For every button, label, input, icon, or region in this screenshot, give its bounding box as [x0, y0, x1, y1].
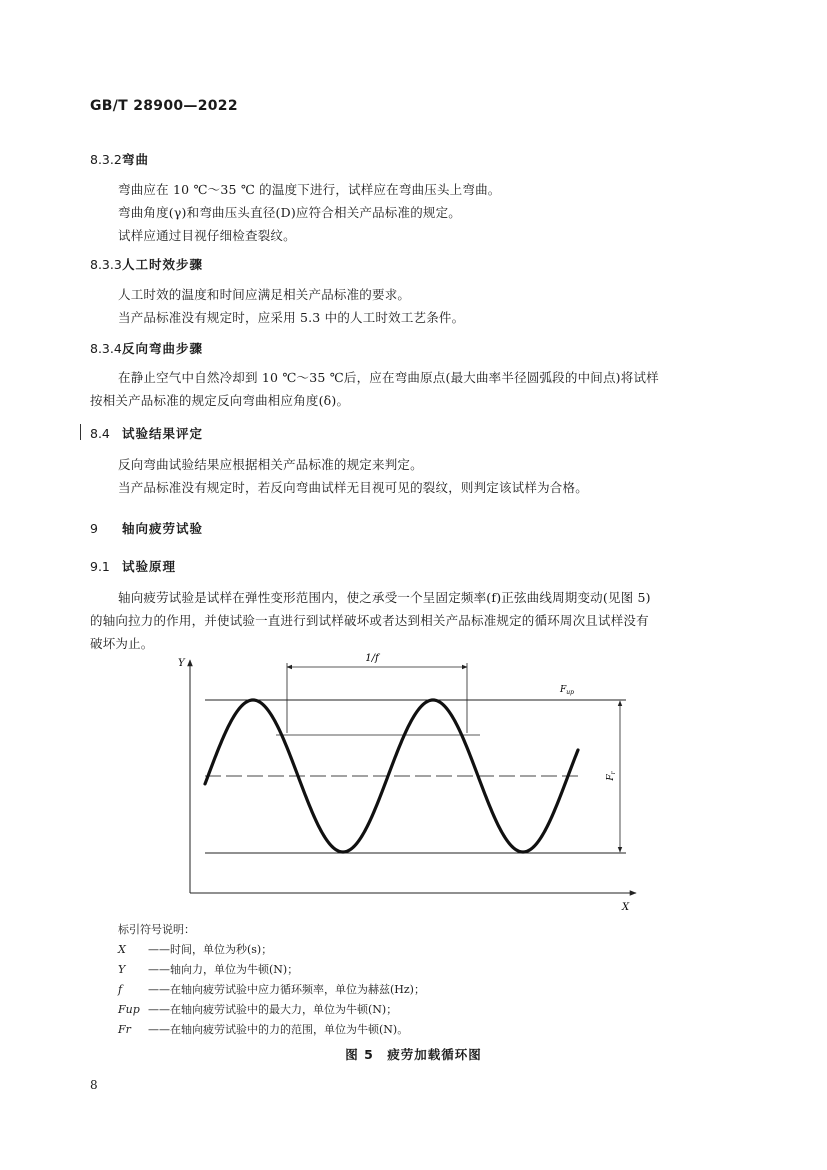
section-number: 8.3.2 — [90, 152, 122, 167]
section-number: 9.1 — [90, 559, 110, 574]
paragraph-line: 的轴向拉力的作用，并使试验一直进行到试样破坏或者达到相关产品标准规定的循环周次且试样没有 — [90, 613, 649, 628]
max-force-subscript: up — [566, 689, 574, 696]
paragraph-line: 弯曲应在 10 ℃～35 ℃ 的温度下进行，试样应在弯曲压头上弯曲。 — [118, 182, 501, 197]
legend-text: ——在轴向疲劳试验中的力的范围，单位为牛顿(N)。 — [148, 1023, 409, 1036]
paragraph-line: 在静止空气中自然冷却到 10 ℃～35 ℃后，应在弯曲原点(最大曲率半径圆弧段的中间点)将试样 — [118, 370, 659, 385]
legend-text: ——轴向力，单位为牛顿(N)； — [148, 963, 299, 976]
legend-item — [118, 941, 272, 957]
legend-symbol: Fr — [118, 1023, 131, 1036]
paragraph-line: 当产品标准没有规定时，若反向弯曲试样无目视可见的裂纹，则判定该试样为合格。 — [118, 480, 588, 495]
standard-number: GB/T 28900—2022 — [90, 98, 238, 114]
figure-caption: 图 5 疲劳加载循环图 — [345, 1047, 482, 1062]
section-number: 8.3.3 — [90, 257, 122, 272]
y-axis-label: Y — [178, 658, 185, 669]
max-force-label — [559, 685, 574, 696]
paragraph-line: 轴向疲劳试验是试样在弹性变形范围内，使之承受一个呈固定频率(f)正弦曲线周期变动(见图 5) — [118, 590, 651, 605]
paragraph-line: 反向弯曲试验结果应根据相关产品标准的规定来判定。 — [118, 457, 423, 472]
period-label: 1/f — [365, 653, 379, 664]
force-range-label — [606, 770, 617, 781]
section-number: 8.4 — [90, 426, 110, 441]
section-title: 人工时效步骤 — [122, 257, 204, 272]
legend-item — [118, 981, 425, 997]
page-number: 8 — [90, 1078, 98, 1092]
x-axis-label: X — [622, 902, 630, 913]
force-range-symbol: F — [606, 774, 616, 781]
paragraph-line: 试样应通过目视仔细检查裂纹。 — [118, 228, 296, 243]
max-force-symbol: F — [560, 685, 567, 695]
legend-text: ——在轴向疲劳试验中的最大力，单位为牛顿(N)； — [148, 1003, 398, 1016]
legend-symbol: Fup — [118, 1003, 140, 1016]
legend-item — [118, 961, 298, 977]
legend-item — [118, 1001, 397, 1017]
legend-symbol: Y — [118, 963, 126, 976]
paragraph-line: 弯曲角度(γ)和弯曲压头直径(D)应符合相关产品标准的规定。 — [118, 205, 462, 220]
paragraph-line: 破坏为止。 — [90, 636, 154, 651]
legend-symbol: X — [118, 943, 126, 956]
section-title: 反向弯曲步骤 — [122, 341, 204, 356]
section-number: 8.3.4 — [90, 341, 122, 356]
legend-symbol: f — [118, 983, 123, 996]
legend-item — [118, 1021, 408, 1037]
section-number: 9 — [90, 521, 98, 536]
paragraph-line: 按相关产品标准的规定反向弯曲相应角度(δ)。 — [90, 393, 350, 408]
section-title: 轴向疲劳试验 — [122, 521, 204, 536]
section-title: 试验原理 — [122, 559, 177, 574]
legend-text: ——在轴向疲劳试验中应力循环频率，单位为赫兹(Hz)； — [148, 983, 425, 996]
paragraph-line: 当产品标准没有规定时，应采用 5.3 中的人工时效工艺条件。 — [118, 310, 465, 325]
force-range-subscript: r — [610, 771, 617, 775]
legend-title: 标引符号说明： — [118, 923, 195, 936]
section-title: 弯曲 — [122, 152, 150, 167]
legend-text: ——时间，单位为秒(s)； — [148, 943, 273, 956]
section-title: 试验结果评定 — [122, 426, 204, 441]
paragraph-line: 人工时效的温度和时间应满足相关产品标准的要求。 — [118, 287, 411, 302]
